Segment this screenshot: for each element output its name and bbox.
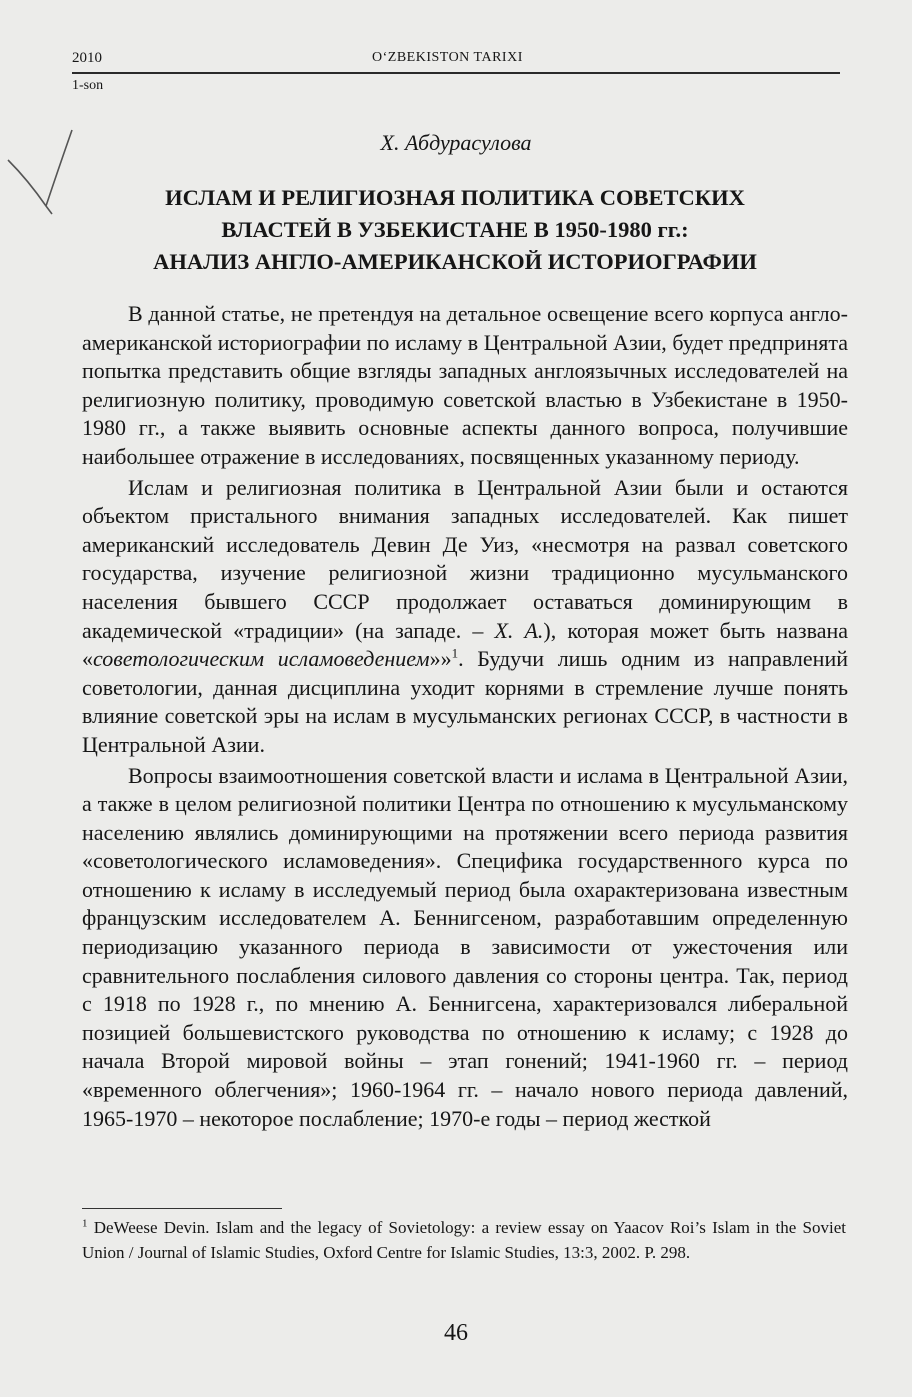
- paragraph-2-text: ), которая может быть названа «: [82, 617, 848, 672]
- closing-quotes: »»: [429, 646, 452, 672]
- title-line: ИСЛАМ И РЕЛИГИОЗНАЯ ПОЛИТИКА СОВЕТСКИХ: [165, 185, 745, 210]
- footnote-number: 1: [82, 1217, 88, 1230]
- author-name: Х. Абдурасулова: [380, 130, 532, 155]
- page-number: 46: [444, 1320, 468, 1346]
- footnote-ref[interactable]: 1: [451, 645, 459, 661]
- article-body: [82, 300, 848, 1133]
- article-title: [90, 182, 820, 278]
- pen-stroke-mark: [0, 110, 80, 220]
- running-header: [72, 46, 842, 92]
- italic-term: советологическим исламоведением: [93, 646, 430, 672]
- header-journal-name: O‘ZBEKISTON TARIXI: [372, 50, 523, 65]
- footnote-text: DeWeese Devin. Islam and the legacy of Sovietology: a review essay on Yaacov Roi’s Islam in the Soviet Union / Journal of Islamic Studies, Oxford Centre for Islamic Studies, 13:3, 2002. P. 298.: [82, 1218, 846, 1262]
- paragraph-2-text: Ислам и религиозная политика в Центральной Азии были и остаются объектом пристального внимания западных исследователей. Как пишет американский исследователь Девин Де Уиз, «несмотря на развал советского государства, изучение религиозной жизни традиционно мусульманского населения бывшего СССР продолжает оставаться доминирующим в академической «традиции» (на западе. –: [82, 474, 848, 643]
- footnote-rule: [82, 1208, 282, 1209]
- paragraph-2: [82, 474, 848, 760]
- title-line: АНАЛИЗ АНГЛО-АМЕРИКАНСКОЙ ИСТОРИОГРАФИИ: [153, 249, 757, 274]
- title-line: ВЛАСТЕЙ В УЗБЕКИСТАНЕ В 1950-1980 гг.:: [221, 217, 689, 242]
- header-rule: [72, 72, 840, 74]
- paragraph-1: В данной статье, не претендуя на детальное освещение всего корпуса англо-американской историографии по исламу в Центральной Азии, будет предпринята попытка представить общие взгляды западных англоязычных исследователей на религиозную политику, проводимую советской властью в Узбекистане в 1950-1980 гг., а также выявить основные аспекты данного вопроса, получившие наибольшее отражение в исследованиях, посвященных указанному периоду.: [82, 301, 848, 469]
- header-issue: 1-son: [72, 78, 104, 93]
- footnote: [82, 1216, 846, 1265]
- editor-initials: Х. А.: [494, 617, 544, 643]
- paragraph-2-text: . Будучи лишь одним из направлений советологии, данная дисциплина уходит корнями в стремление лучше понять влияние советской эры на ислам в мусульманских регионах СССР, в частности в Центральной Азии.: [82, 646, 848, 757]
- paragraph-3: Вопросы взаимоотношения советской власти и ислама в Центральной Азии, а также в целом религиозной политики Центра по отношению к мусульманскому населению являлись доминирующими на протяжении всего периода развития «советологического исламоведения». Специфика государственного курса по отношению к исламу в исследуемый период была охарактеризована известным французским исследователем А. Беннигсеном, разработавшим определенную периодизацию указанного периода в зависимости от ужесточения или сравнительного послабления силового давления со стороны центра. Так, период с 1918 по 1928 г., по мнению А. Беннигсена, характеризовался либеральной позицией большевистского руководства по отношению к исламу; с 1928 до начала Второй мировой войны – этап гонений; 1941-1960 гг. – период «временного облегчения»; 1960-1964 гг. – начало нового периода давлений, 1965-1970 – некоторое послабление; 1970-е годы – период жесткой: [82, 762, 848, 1131]
- header-year: 2010: [72, 50, 102, 66]
